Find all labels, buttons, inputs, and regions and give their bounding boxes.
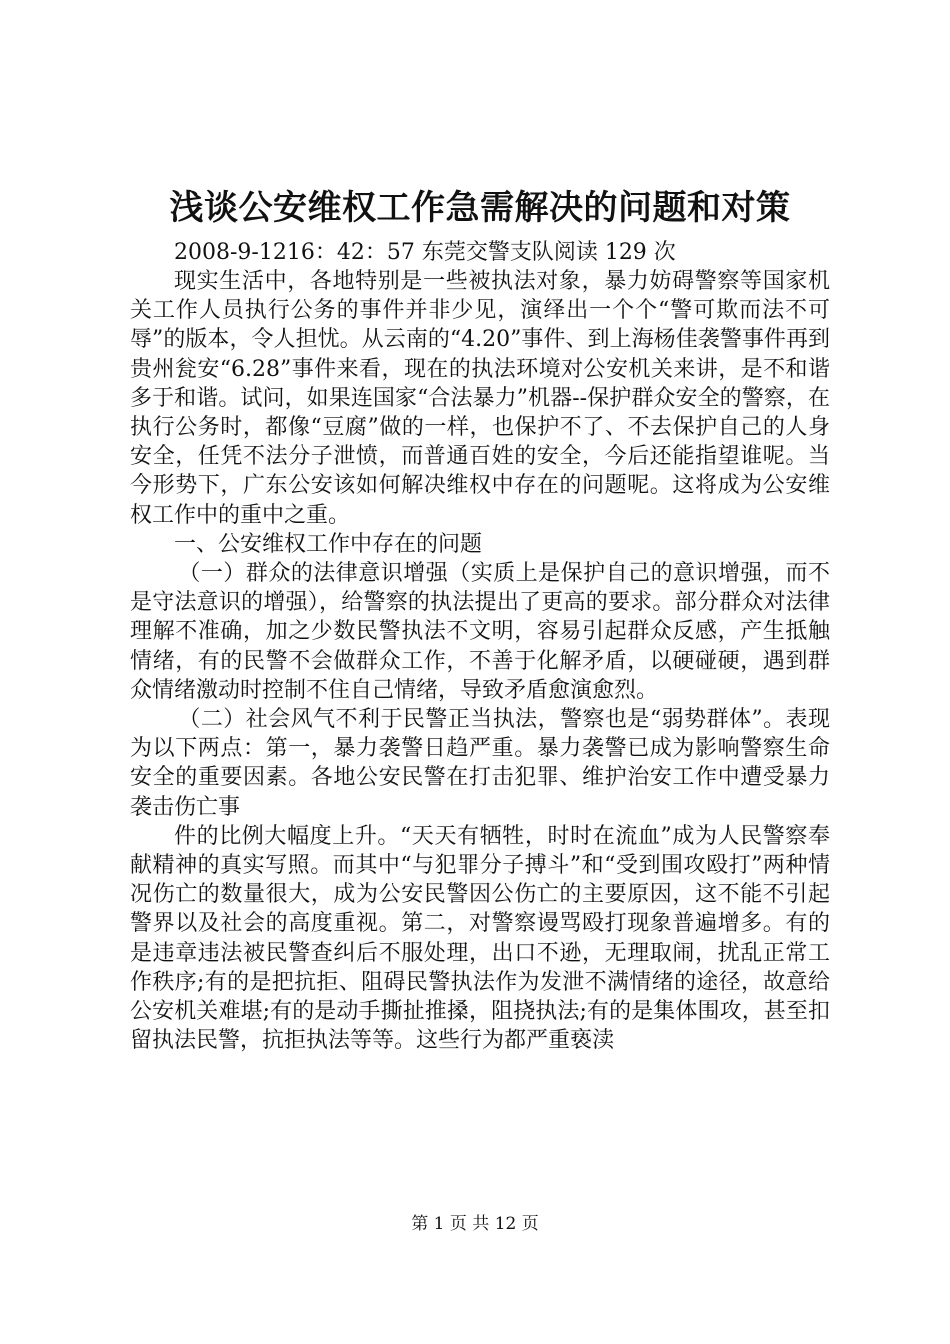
paragraph-intro: 现实生活中，各地特别是一些被执法对象，暴力妨碍警察等国家机关工作人员执行公务的事件并非少见，演绎出一个个“警可欺而法不可辱”的版本，令人担忧。从云南的“4.20”事件、到上海杨佳袭警事件再到贵州瓮安“6.28”事件来看，现在的执法环境对公安机关来讲，是不和谐多于和谐。试问，如果连国家“合法暴力”机器--保护群众安全的警察，在执行公务时，都像“豆腐”做的一样，也保护不了、不去保护自己的人身安全，任凭不法分子泄愤，而普通百姓的安全，今后还能指望谁呢。当今形势下，广东公安该如何解决维权中存在的问题呢。这将成为公安维权工作中的重中之重。 [130,269,830,528]
paragraph-point-2: （二）社会风气不利于民警正当执法，警察也是“弱势群体”。表现为以下两点：第一，暴力袭警日趋严重。暴力袭警已成为影响警察生命安全的重要因素。各地公安民警在打击犯罪、维护治安工作中遭受暴力袭击伤亡事 [130,707,830,820]
page-footer: 第 1 页 共 12 页 [411,1214,539,1234]
section-heading: 一、公安维权工作中存在的问题 [174,531,483,557]
document-page [130,180,830,1055]
paragraph-point-1: （一）群众的法律意识增强（实质上是保护自己的意识增强，而不是守法意识的增强），给警察的执法提出了更高的要求。部分群众对法律理解不准确，加之少数民警执法不文明，容易引起群众反感，产生抵触情绪，有的民警不会做群众工作，不善于化解矛盾，以硬碰硬，遇到群众情绪激动时控制不住自己情绪，导致矛盾愈演愈烈。 [130,561,830,703]
paragraph-continuation: 件的比例大幅度上升。“天天有牺牲，时时在流血”成为人民警察奉献精神的真实写照。而其中“与犯罪分子搏斗”和“受到围攻殴打”两种情况伤亡的数量很大，成为公安民警因公伤亡的主要原因，这不能不引起警界以及社会的高度重视。第二，对警察谩骂殴打现象普遍增多。有的是违章违法被民警查纠后不服处理，出口不逊，无理取闹，扰乱正常工作秩序;有的是把抗拒、阻碍民警执法作为发泄不满情绪的途径，故意给公安机关难堪;有的是动手撕扯推搡，阻挠执法;有的是集体围攻，甚至扣留执法民警，抗拒执法等等。这些行为都严重亵渎 [130,823,830,1054]
document-meta: 2008-9-1216：42：57 东莞交警支队阅读 129 次 [174,240,676,265]
document-title: 浅谈公安维权工作急需解决的问题和对策 [169,188,791,228]
